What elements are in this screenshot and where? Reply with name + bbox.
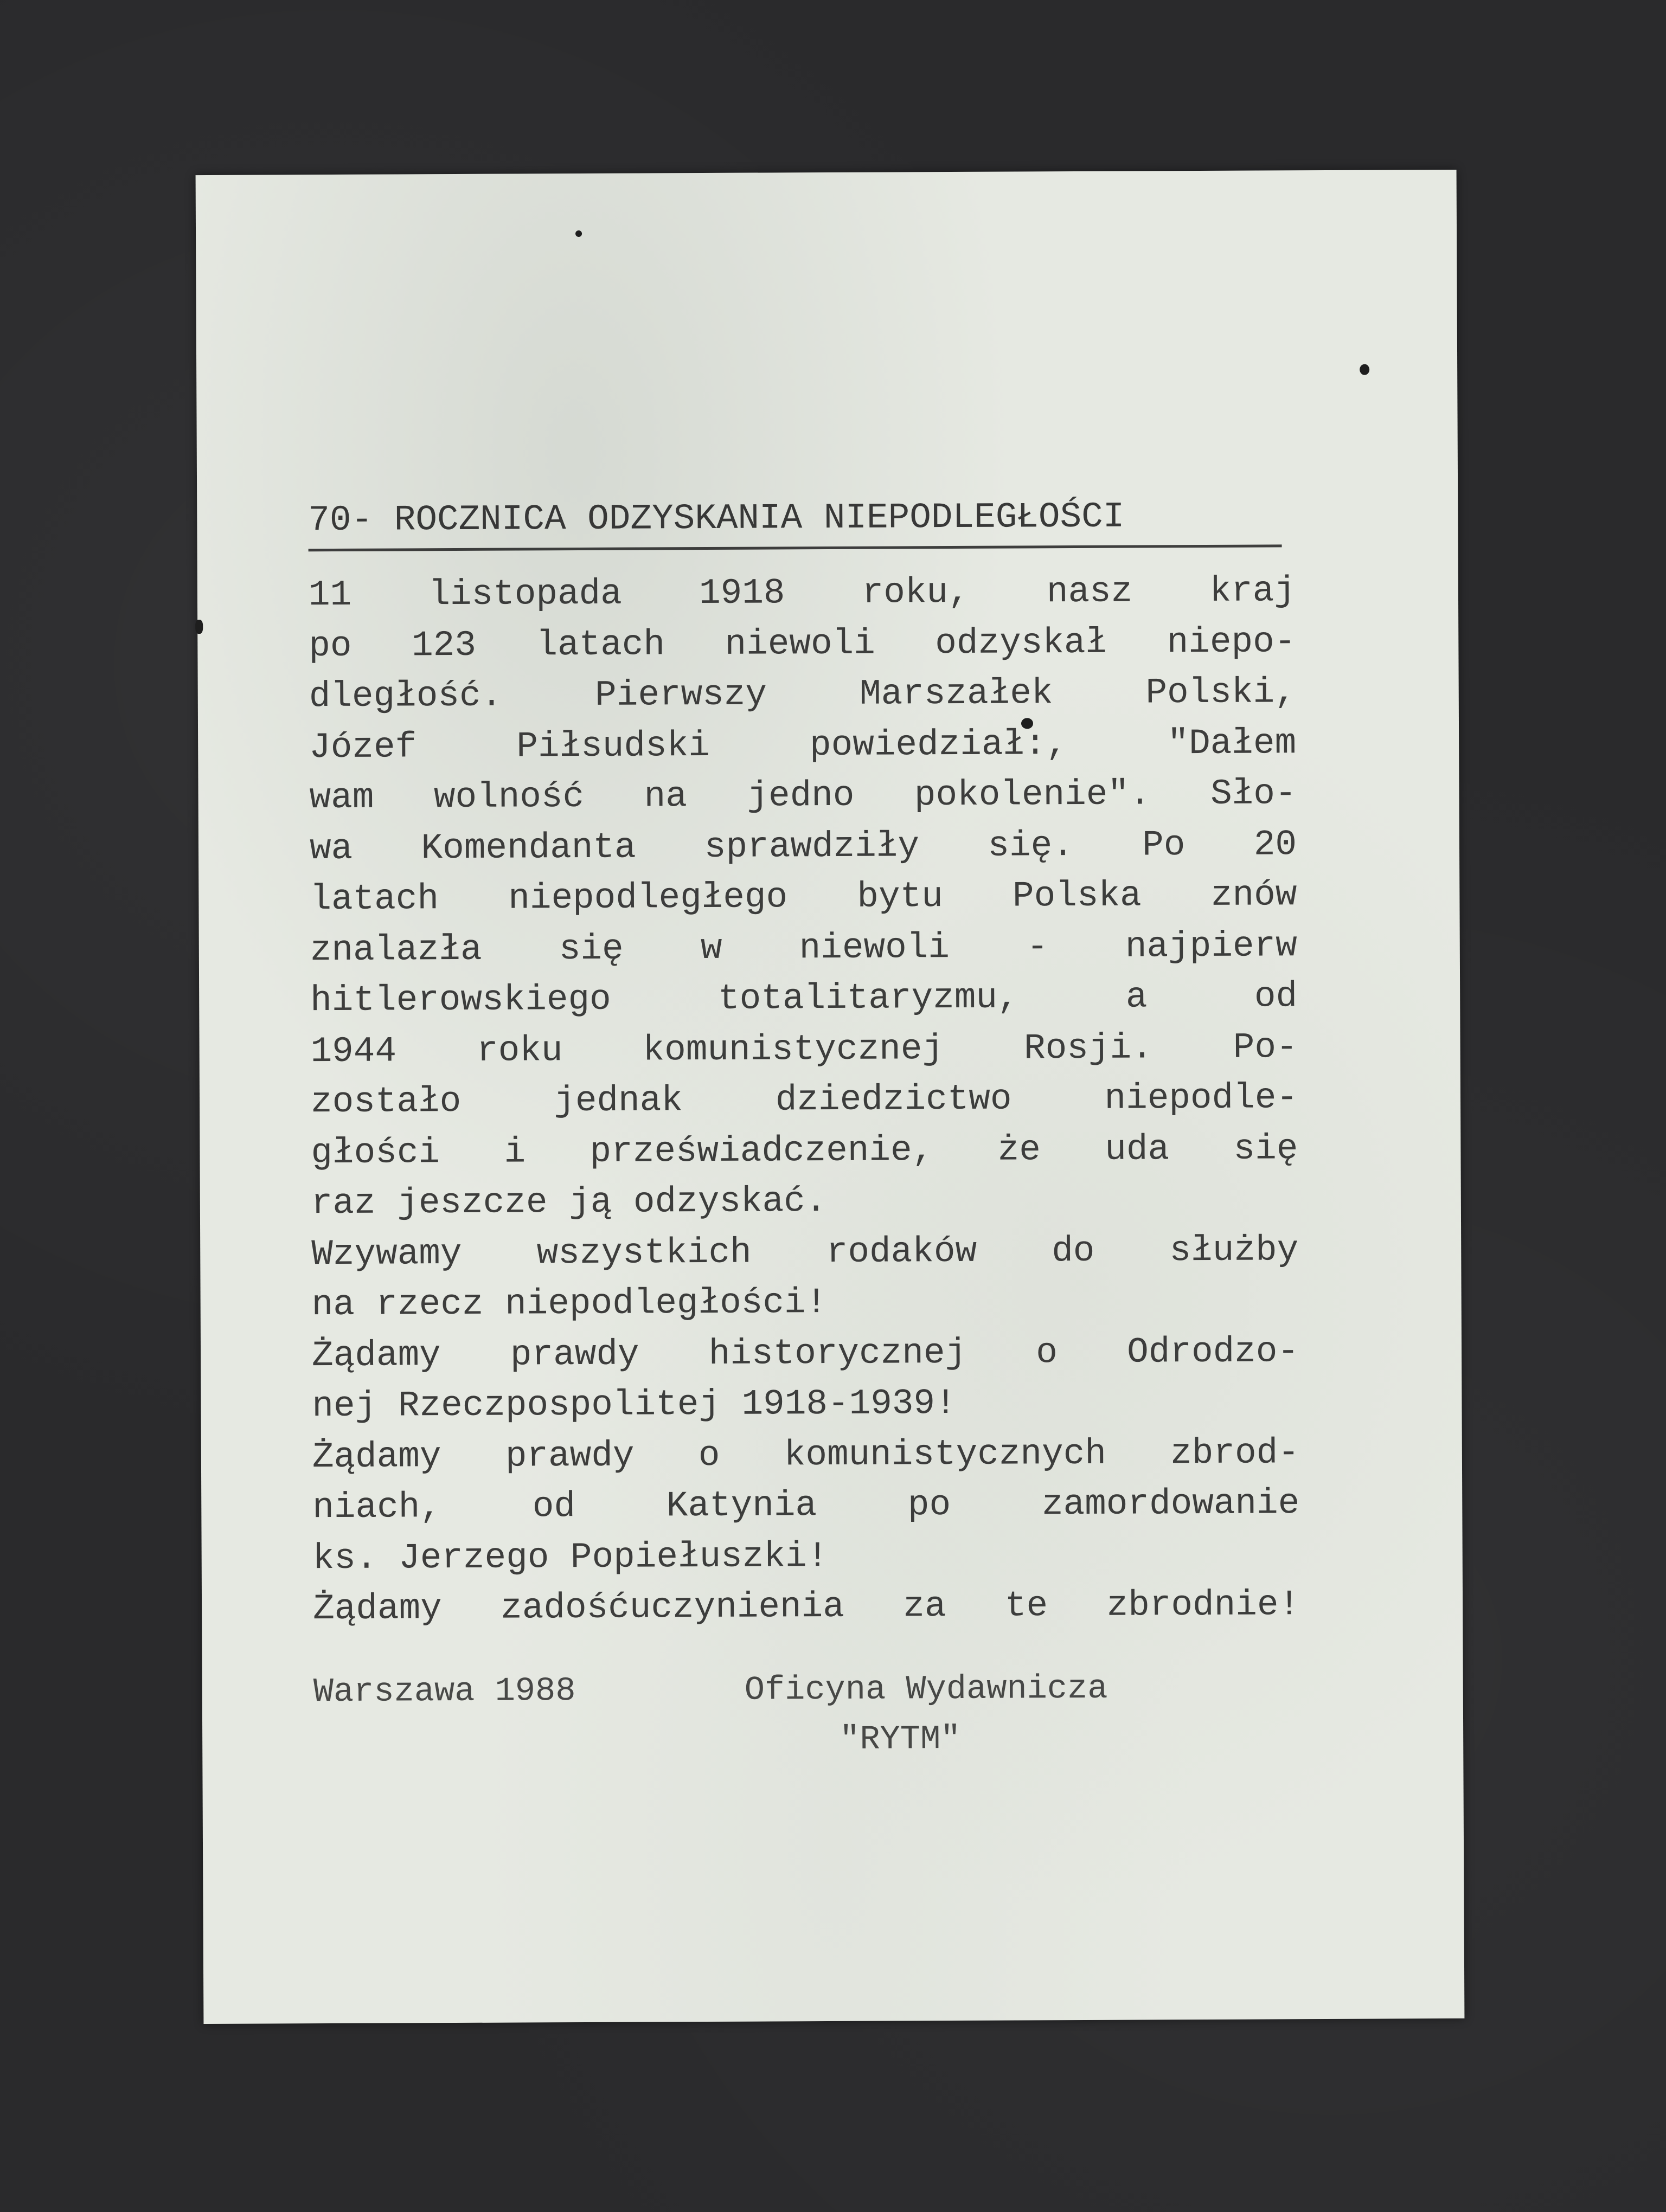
- body-line: ks. Jerzego Popiełuszki!: [312, 1535, 829, 1579]
- footer-publisher: Oficyna Wydawnicza: [744, 1669, 1108, 1709]
- body-line: znalazła się w niewoli - najpierw: [310, 925, 1297, 970]
- ink-speck: [575, 230, 582, 237]
- document-title: 70- ROCZNICA ODZYSKANIA NIEPODLEGŁOŚCI: [308, 491, 1281, 551]
- body-line: Żądamy zadośćuczynienia za te zbrodnie!: [312, 1584, 1300, 1630]
- body-line: niach, od Katynia po zamordowanie: [312, 1483, 1300, 1528]
- body-line: zostało jednak dziedzictwo niepodle-: [310, 1077, 1298, 1123]
- body-line: 1944 roku komunistycznej Rosji. Po-: [310, 1026, 1298, 1072]
- footer-city-year: Warszawa 1988: [313, 1671, 576, 1711]
- body-line: raz jeszcze ją odzyskać.: [311, 1181, 827, 1224]
- body-line: Żądamy prawdy o komunistycznych zbrod-: [312, 1432, 1300, 1477]
- leaflet-sheet: [196, 170, 1465, 2024]
- body-line: Żądamy prawdy historycznej o Odrodzo-: [311, 1330, 1299, 1376]
- body-line: dległość. Pierwszy Marszałek Polski,: [309, 672, 1296, 717]
- ink-speck: [1360, 364, 1369, 375]
- body-text: [309, 565, 1300, 1634]
- body-line: wa Komendanta sprawdziły się. Po 20: [309, 824, 1297, 869]
- body-line: hitlerowskiego totalitaryzmu, a od: [310, 976, 1298, 1021]
- body-line: Józef Piłsudski powiedział:, "Dałem: [309, 722, 1297, 768]
- body-line: wam wolność na jedno pokolenie". Sło-: [309, 773, 1297, 819]
- footer-publisher-name: "RYTM": [840, 1719, 961, 1759]
- leaflet-text: [308, 491, 1300, 1775]
- body-line: na rzecz niepodległości!: [311, 1282, 828, 1326]
- body-line: latach niepodległego bytu Polska znów: [310, 874, 1297, 920]
- body-line: Wzywamy wszystkich rodaków do służby: [311, 1229, 1299, 1275]
- body-line: 11 listopada 1918 roku, nasz kraj: [308, 570, 1296, 616]
- footer: [313, 1663, 1301, 1776]
- body-line: po 123 latach niewoli odzyskał niepo-: [309, 621, 1296, 666]
- body-line: nej Rzeczpospolitej 1918-1939!: [312, 1382, 957, 1427]
- ink-speck: [195, 620, 203, 634]
- body-line: głości i przeświadczenie, że uda się: [311, 1128, 1298, 1173]
